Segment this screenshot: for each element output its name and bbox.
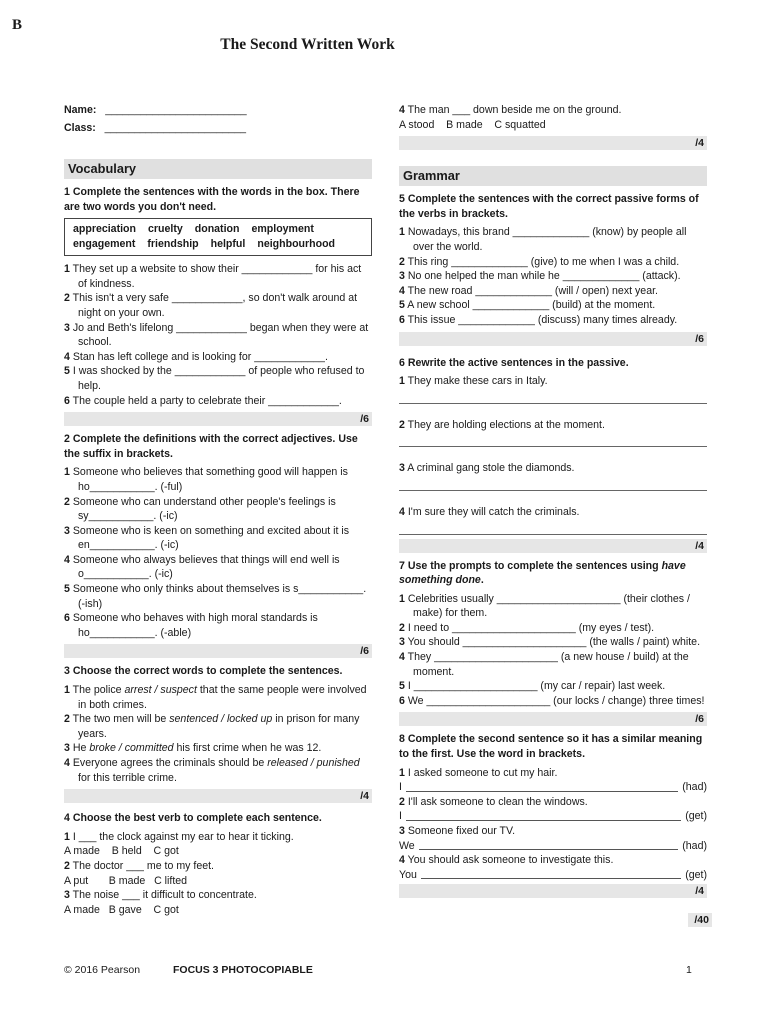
task-7-item[interactable]: 2 I need to _____________________ (my eyes / test). <box>399 621 655 634</box>
task-7-item[interactable]: 6 We _____________________ (our locks / change) three times! <box>399 694 705 707</box>
task-8-instructions: 8 Complete the second sentence so it has a similar meaning to the first. Use the word in brackets. <box>399 733 703 761</box>
choice-options[interactable]: sentenced / locked up <box>169 713 273 726</box>
word-box-word: friendship <box>147 238 199 251</box>
task-5-score-box[interactable]: /6 <box>399 332 707 346</box>
copyright: © 2016 Pearson <box>64 964 141 976</box>
test-variant-letter: B <box>12 17 23 33</box>
task-6-item: 4 I'm sure they will catch the criminals. <box>399 505 580 518</box>
page-number: 1 <box>686 964 692 976</box>
answer-line[interactable] <box>421 868 681 880</box>
task-8-score-box[interactable]: /4 <box>399 884 707 898</box>
answer-line[interactable] <box>399 476 707 491</box>
task-6-score-box[interactable]: /4 <box>399 539 707 553</box>
task-4-options[interactable]: A made B gave C got <box>64 903 179 916</box>
task-5-item[interactable]: 4 The new road _____________ (will / open) next year. <box>399 284 658 297</box>
task-3-item[interactable]: 2 The two men will be sentenced / locked up in prison for many years. <box>64 713 360 740</box>
task-8-answer-row[interactable]: We (had) <box>399 839 707 852</box>
task-2-item[interactable]: 1 Someone who believes that something good will happen is ho___________. (-ful) <box>64 466 348 493</box>
task-1-item[interactable]: 2 This isn't a very safe ____________, so don't walk around at night on your own. <box>64 292 358 319</box>
task-4-options[interactable]: A stood B made C squatted <box>399 118 546 131</box>
right-column <box>399 103 707 904</box>
word-box-word: appreciation <box>73 223 136 236</box>
task-6-item: 1 They make these cars in Italy. <box>399 375 548 388</box>
task-4-item[interactable]: 1 I ___ the clock against my ear to hear it ticking. <box>64 830 294 843</box>
task-4-item[interactable]: 2 The doctor ___ me to my feet. <box>64 859 214 872</box>
choice-options[interactable]: broke / committed <box>89 742 174 755</box>
total-score-box[interactable]: /40 <box>688 913 712 927</box>
task-4-score-box[interactable]: /4 <box>399 136 707 150</box>
task-4-instructions: 4 Choose the best verb to complete each sentence. <box>64 812 322 825</box>
task-2-item[interactable]: 5 Someone who only thinks about themselves is s___________. (-ish) <box>64 583 367 610</box>
name-field[interactable]: Name: ________________________ <box>64 104 247 116</box>
page-title: The Second Written Work <box>220 36 395 53</box>
task-4-options[interactable]: A made B held C got <box>64 845 179 858</box>
task-7-instructions: 7 Use the prompts to complete the sentences using have something done. <box>399 559 686 587</box>
word-box-word: employment <box>251 223 314 236</box>
choice-options[interactable]: arrest / suspect <box>124 684 197 697</box>
task-5-item[interactable]: 2 This ring _____________ (give) to me when I was a child. <box>399 255 680 268</box>
task-4-item[interactable]: 3 The noise ___ it difficult to concentrate. <box>64 889 257 902</box>
task-6-item: 3 A criminal gang stole the diamonds. <box>399 462 575 475</box>
task-3-item[interactable]: 1 The police arrest / suspect that the same people were involved in both crimes. <box>64 684 367 711</box>
task-3-item[interactable]: 3 He broke / committed his first crime when he was 12. <box>64 742 322 755</box>
choice-options[interactable]: released / punished <box>267 757 360 769</box>
vocabulary-heading: Vocabulary <box>64 159 372 179</box>
task-8-item: 2 I'll ask someone to clean the windows. <box>399 795 588 808</box>
task-4-item[interactable]: 4 The man ___ down beside me on the ground. <box>399 104 622 116</box>
task-7-item[interactable]: 5 I _____________________ (my car / repair) last week. <box>399 680 666 693</box>
task-1-item[interactable]: 6 The couple held a party to celebrate their ____________. <box>64 394 342 407</box>
task-5-instructions: 5 Complete the sentences with the correct passive forms of the verbs in brackets. <box>399 193 699 220</box>
word-box-word: neighbourhood <box>257 238 336 251</box>
task-7-score-box[interactable]: /6 <box>399 712 707 726</box>
left-column <box>64 103 372 917</box>
task-8-answer-row[interactable]: I (get) <box>399 810 707 823</box>
task-2-item[interactable]: 6 Someone who behaves with high moral standards is ho___________. (-able) <box>64 612 318 639</box>
word-box-word: engagement <box>73 238 136 251</box>
task-8-item: 1 I asked someone to cut my hair. <box>399 766 558 779</box>
task-2-item[interactable]: 3 Someone who is keen on something and excited about it is en___________. (-ic) <box>64 524 350 552</box>
task-1-item[interactable]: 4 Stan has left college and is looking for ____________. <box>64 350 328 363</box>
task-3-instructions: 3 Choose the correct words to complete the sentences. <box>64 665 343 678</box>
answer-line[interactable] <box>399 520 707 535</box>
task-5-item[interactable]: 3 No one helped the man while he _____________ (attack). <box>399 270 681 283</box>
word-box-word: helpful <box>210 238 246 251</box>
task-1-instructions: 1 Complete the sentences with the words in the box. There are two words you don't need. <box>64 186 360 213</box>
task-7-item[interactable]: 4 They _____________________ (a new house / build) at the moment. <box>399 651 689 678</box>
task-6-instructions: 6 Rewrite the active sentences in the passive. <box>399 356 629 369</box>
photocopiable-label: FOCUS 3 PHOTOCOPIABLE <box>173 964 313 976</box>
task-8-answer-row[interactable]: I (had) <box>399 781 707 794</box>
answer-line[interactable] <box>406 780 678 792</box>
task-1-score-box[interactable]: /6 <box>64 412 372 426</box>
word-box-word: donation <box>194 223 240 236</box>
task-1-item[interactable]: 5 I was shocked by the ____________ of people who refused to help. <box>64 365 365 392</box>
task-5-item[interactable]: 5 A new school _____________ (build) at the moment. <box>399 299 656 312</box>
class-field[interactable]: Class: ________________________ <box>64 122 247 134</box>
answer-line[interactable] <box>419 839 679 851</box>
answer-line[interactable] <box>406 809 681 821</box>
answer-line[interactable] <box>399 389 707 404</box>
task-2-score-box[interactable]: /6 <box>64 644 372 658</box>
word-box-word: cruelty <box>148 223 183 236</box>
task-1-item[interactable]: 1 They set up a website to show their ____________ for his act of kindness. <box>64 263 362 290</box>
task-6-item: 2 They are holding elections at the moment. <box>399 418 605 431</box>
task-4-options[interactable]: A put B made C lifted <box>64 874 188 887</box>
task-8-item: 4 You should ask someone to investigate this. <box>399 854 614 867</box>
answer-line[interactable] <box>399 432 707 447</box>
grammar-heading: Grammar <box>399 166 707 186</box>
task-8-answer-row[interactable]: You (get) <box>399 868 707 881</box>
task-8-item: 3 Someone fixed our TV. <box>399 825 516 837</box>
word-box <box>64 218 372 256</box>
task-1-item[interactable]: 3 Jo and Beth's lifelong ____________ began when they were at school. <box>64 321 369 349</box>
task-7-item[interactable]: 3 You should _____________________ (the walls / paint) white. <box>399 636 701 649</box>
task-5-item[interactable]: 6 This issue _____________ (discuss) many times already. <box>399 313 678 326</box>
task-3-score-box[interactable]: /4 <box>64 789 372 803</box>
task-7-item[interactable]: 1 Celebrities usually _____________________ (their clothes / make) for them. <box>399 592 690 620</box>
task-5-item[interactable]: 1 Nowadays, this brand _____________ (know) by people all over the world. <box>399 226 687 253</box>
task-3-item[interactable]: 4 Everyone agrees the criminals should be released / punished for this terrible crime. <box>64 757 360 784</box>
task-2-instructions: 2 Complete the definitions with the correct adjectives. Use the suffix in brackets. <box>64 433 358 460</box>
task-2-item[interactable]: 2 Someone who can understand other people's feelings is sy___________. (-ic) <box>64 495 336 523</box>
task-2-item[interactable]: 4 Someone who always believes that things will end well is o___________. (-ic) <box>64 553 340 581</box>
